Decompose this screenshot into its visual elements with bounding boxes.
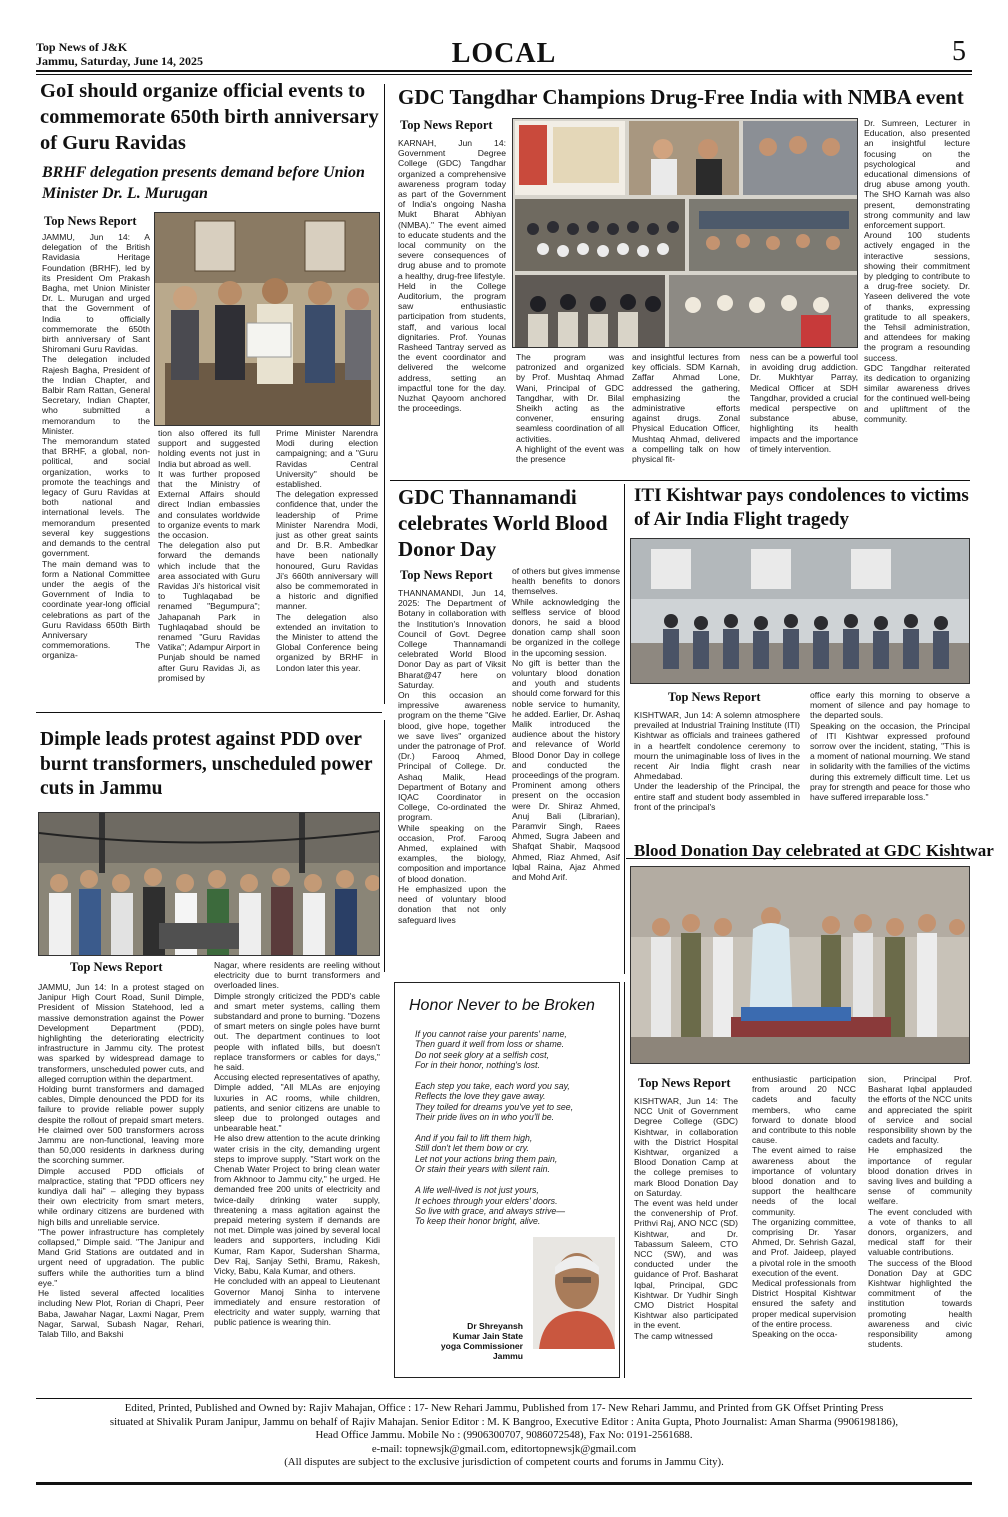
column-divider bbox=[624, 484, 625, 974]
author-portrait-image bbox=[533, 1237, 615, 1349]
tangdhar-byline: Top News Report bbox=[400, 118, 493, 132]
dateline: Jammu, Saturday, June 14, 2025 bbox=[36, 54, 204, 68]
dimple-headline: Dimple leads protest against PDD over burnt transformers, unscheduled power cuts in Jammu bbox=[40, 729, 373, 799]
awareness-program-collage-image bbox=[513, 119, 858, 348]
tangdhar-col5: Dr. Sumreen, Lecturer in Education, also presented an insightful lecture focusing on the psychological and educational dimensions of drug abuse among youth. The SHO Karnah was also present, demonstrating strong community and law enforcement support. Around 100 students actively engaged in the interactive sessions, showing their commitment by pledging to contribute to a drug-free society. Dr. Yaseen delivered the vote of thanks, expressing gratitude to all speakers, the Tehsil administration, and attendees for making the program a resounding success. GDC Tangdhar reiterated its dedication to organizing similar awareness drives for the continued well-being and upliftment of the community. bbox=[864, 118, 970, 424]
footer-line-3: Head Office Jammu. Mobile No : (9906300707, 9086072548), Fax No: 0191-2561688. bbox=[315, 1429, 693, 1441]
kishtwar-blood-col3: sion, Principal Prof. Basharat Iqbal applauded the efforts of the NCC units and appreciated the spirit of service and social responsibility shown by the cadets and faculty. He emphasized the importance of regular blood donation drives in saving lives and building a sense of community welfare. The event concluded with a vote of thanks to all donors, organizers, and medical staff for their valuable contributions. The success of the Blood Donation Day at GDC Kishtwar highlighted the commitment of the institution towards promoting health awareness and civic responsibility among students. bbox=[868, 1074, 972, 1350]
kishtwar-blood-headline: Blood Donation Day celebrated at GDC Kishtwar bbox=[634, 841, 994, 860]
masthead-rule bbox=[36, 70, 972, 72]
ravidas-col3: Prime Minister Narendra Modi during election campaigning; and a "Guru Ravidas Central University" should be established. The delegation expressed confidence that, under the leadership of Prime Minister Narendra Modi, just as other great saints and Dr. B.R. Ambedkar have been nationally honoured, Guru Ravidas Ji's 660th anniversary will also be commemorated in a historic and dignified manner. The delegation also extended an invitation to the Minister to attend the Global Conference being organized by BRHF in London later this year. bbox=[276, 428, 378, 673]
poem-author-role: Kumar Jain State bbox=[452, 1331, 523, 1341]
poem-title: Honor Never to be Broken bbox=[409, 997, 595, 1014]
delegation-meeting-image bbox=[155, 213, 380, 426]
thannamandi-col1: THANNAMANDI, Jun 14, 2025: The Department of Botany in collaboration with the Institution's Innovation Council of Govt. Degree College Thannamandi celebrated World Blood Donor Day as part of Viksit Bharat@47 here on Saturday. On this occasion an impressive awareness program on the theme "Give blood, give hope, together we save lives" organized under the patronage of Prof. (Dr.) Farooq Ahmed, Principal of College. Dr. Ashaq Malik, Head Department of Botany and IQAC Coordinator in College, Co-ordinated the program. While speaking on the occasion, Prof. Farooq Ahmed, explained with examples, the biology, composition and importance of blood donation. He emphasized upon the need of voluntary blood donation that not only safeguard lives bbox=[398, 588, 506, 925]
ravidas-photo bbox=[154, 212, 380, 426]
row-divider bbox=[36, 712, 382, 713]
protest-crowd-image bbox=[39, 813, 380, 956]
dimple-col2: Nagar, where residents are reeling without electricity due to burnt transformers and overloaded lines. Dimple strongly criticized the PDD's cable and smart meter systems, calling them substandard and prone to burning. "Dozens of smart meters on single poles have burnt out. The department continues to loot people with inflated bills, but doesn't replace transformers or cables for days," he said. Accusing elected representatives of apathy, Dimple added, "All MLAs are enjoying luxuries in AC rooms, while children, patients, and senior citizens are unable to sleep due to prolonged outages and unbearable heat." He also drew attention to the acute drinking water crisis in the city, demanding urgent steps to improve supply. "Start work on the Chenab Water Project to bring clean water from Akhnoor to Jammu city," he urged. He demanded free 200 units of electricity and twice-daily drinking water supply, threatening a mass agitation against the prepaid metering system if demands are not met. Dimple was joined by several local leaders and supporters, including Kidi Kumar, Ram Kapor, Sudershan Sharma, Dev Raj, Sanjay Sethi, Bramu, Rakesh, Vicky, Babu, Kala Kumar, and others. He concluded with an appeal to Lieutenant Governor Manoj Sinha to intervene immediately and ensure restoration of electricity and water supply, warning that public patience is wearing thin. bbox=[214, 960, 380, 1328]
row-divider bbox=[390, 480, 970, 481]
iti-byline: Top News Report bbox=[668, 690, 761, 704]
tangdhar-headline: GDC Tangdhar Champions Drug-Free India with NMBA event bbox=[398, 85, 964, 109]
thannamandi-byline: Top News Report bbox=[400, 568, 493, 582]
footer-disclaimer: (All disputes are subject to the exclusive jurisdiction of competent courts and forums in Jammu City). bbox=[284, 1456, 724, 1468]
paper-name: Top News of J&K bbox=[36, 40, 128, 54]
blood-donation-camp-image bbox=[631, 867, 970, 1064]
section-name: LOCAL bbox=[451, 38, 557, 69]
tangdhar-photo-collage bbox=[512, 118, 858, 348]
poem-author-role2: yoga Commissioner bbox=[440, 1341, 523, 1351]
ravidas-subhead: BRHF delegation presents demand before Union Minister Dr. L. Murugan bbox=[42, 164, 365, 202]
kishtwar-blood-col1: KISHTWAR, Jun 14: The NCC Unit of Government Degree College (GDC) Kishtwar, in collaboration with the District Hospital Kishtwar, organized a Blood Donation Camp at the college premises to mark Blood Donation Day on Saturday. The event was held under the convenership of Prof. Prithvi Raj, ANO NCC (SD) Kishtwar, and Dr. Tabassum Saleem, CTO NCC (SW), and was conducted under the guidance of Prof. Basharat Iqbal, Principal, GDC Kishtwar. Dr Yudhir Singh CMO District Hospital Kishtwar also participated in the event. The camp witnessed bbox=[634, 1096, 738, 1341]
poem-text: If you cannot raise your parents' name, Then guard it well from loss or shame. Do not seek glory at a selfish cost, For in their honor, nothing's lost. Each step you take, each word you say, Reflects the love they gave away. They toiled for dreams you've yet to see, Their pride lives on in who you'll be. And if you fail to lift them high, Still don't let them bow or cry. Let not your actions bring them pain, Or stain their years with silent rain. A life well-lived is not just yours, It echoes through your elders' doors. So live with grace, and always strive— To keep their honor bright, alive. bbox=[415, 1029, 574, 1227]
iti-col1: KISHTWAR, Jun 14: A solemn atmosphere prevailed at Industrial Training Institute (ITI) Kishtwar as officials and trainees gathered in a heartfelt condolence ceremony to mourn the unimaginable loss of lives in the recent Air India flight crash near Ahmedabad. Under the leadership of the Principal, the entire staff and student body assembled in front of the principal's bbox=[634, 710, 800, 812]
poem-author-photo bbox=[533, 1237, 615, 1349]
tangdhar-col4: ness can be a powerful tool in avoiding drug addiction. Dr. Mukhtyar Parray, Medical Officer at SDH Tangdhar, provided a crucial medical perspective on substance abuse, highlighting its health impacts and the importance of timely intervention. bbox=[750, 352, 858, 454]
poem-author-name: Dr Shreyansh bbox=[467, 1321, 523, 1331]
tangdhar-col2: The program was patronized and organized by Prof. Mushtaq Ahmad Wani, Principal of GDC Tangdhar, with Dr. Bilal Sheikh acting as the convener, ensuring seamless coordination of all activities. A highlight of the event was the presence bbox=[516, 352, 624, 465]
column-divider bbox=[384, 720, 385, 972]
footer-line-2: situated at Shivalik Puram Janipur, Jammu on behalf of Rajiv Mahajan. Senior Editor : M. K Bangroo, Executive Editor : Anita Gupta, Photo Journalist: Aman Sharma (9906198186), bbox=[109, 1415, 899, 1428]
iti-photo bbox=[630, 538, 970, 684]
kishtwar-blood-photo bbox=[630, 866, 970, 1064]
dimple-col1: JAMMU, Jun 14: In a protest staged on Janipur High Court Road, Sunil Dimple, President of Mission Statehood, led a massive demonstration against the Power Development Department (PDD), highlighting the deteriorating electricity infrastructure in Jammu city. The protest was sparked by widespread damage to transformers, unscheduled power cuts, and alleged corruption within the department. Holding burnt transformers and damaged cables, Dimple denounced the PDD for its failure to provide reliable power supply despite the rollout of prepaid smart meters. He claimed over 500 transformers across Jammu are non-functional, leaving more than 50,000 residents in darkness during the scorching summer. Dimple accused PDD officials of malpractice, stating that "PDD officers ney kundiya dali hai" – alleging they bypass their own electricity from smart meters, while ordinary citizens are burdened with high bills and unreliable service. "The power infrastructure has completely collapsed," Dimple said. "The Janipur and Mand Grid Stations are outdated and in urgent need of upgradation. The public suffers while the authorities turn a blind eye." He listed several affected localities including New Plot, Rorian di Chapri, Peer Baba, Jawahar Nagar, Laxmi Nagar, Prem Nagar, Sarwal, Subash Nagar, Rehari, Talab Tillo, and Bakshi bbox=[38, 982, 204, 1339]
iti-col2: office early this morning to observe a moment of silence and pay homage to the departed souls. Speaking on the occasion, the Principal of ITI Kishtwar expressed profound sorrow over the incident, stating, "This is a moment of national mourning. We stand in solidarity with the families of the victims during this extremely difficult time. Let us pray for strength and peace for those who have suffered irreparable loss." bbox=[810, 690, 970, 803]
kishtwar-blood-col2: enthusiastic participation from around 20 NCC cadets and faculty members, who came forward to donate blood and contribute to this noble cause. The event aimed to raise awareness about the importance of voluntary blood donation and to support the healthcare needs of the local community. The organizing committee, comprising Dr. Yasar Ahmed, Dr. Sehrish Gazal, and Prof. Jaideep, played a pivotal role in the smooth execution of the event. Medical professionals from District Hospital Kishtwar ensured the safety and proper medical supervision of the entire process. Speaking on the occa- bbox=[752, 1074, 856, 1340]
ravidas-headline: GoI should organize official events to commemorate 650th birth anniversary of Guru Ravidas bbox=[40, 80, 379, 154]
footer-email: e-mail: topnewsjk@gmail.com, editortopnewsjk@gmail.com bbox=[371, 1442, 637, 1455]
poem-author-place: Jammu bbox=[492, 1351, 523, 1361]
poem-author-block bbox=[395, 1321, 523, 1361]
imprint-footer bbox=[36, 1402, 972, 1470]
condolence-gathering-image bbox=[631, 539, 970, 684]
thannamandi-col2: of others but gives immense health benefits to donors themselves. While acknowledging the selfless service of blood donors, he said a blood donation camp shall soon be organized in the college in the upcoming session. No gift is better than the voluntary blood donation and youth and students should come forward for this noble service to humanity, he added. Earlier, Dr. Ashaq Malik introduced the audience about the history and relevance of World Blood Donor Day in college and conducted the proceedings of the program. Prominent among others present on the occasion were Dr. Shiraz Ahmed, Anuj Bali (Librarian), Paramvir Singh, Raees Ahmed, Sugra Jabeen and Shafqat Shabir, Maqsood Ahmed, Riaz Ahmed, Asif Iqbal Raina, Ajaz Ahmed and Mohd Arif. bbox=[512, 566, 620, 883]
tangdhar-col1: KARNAH, Jun 14: Government Degree College (GDC) Tangdhar organized a comprehensive awareness program today as part of the Government of India's ongoing Nasha Mukt Bharat Abhiyan (NMBA)." The event aimed to educate students and the local community on the severe consequences of drug abuse and to promote a healthy, drug-free lifestyle. Held in the College Auditorium, the program saw enthusiastic participation from students, staff, and various local dignitaries. Prof. Younas Rasheed Tantray served as the event coordinator and delivered the welcome address, setting an impactful tone for the day. Nuzhat Qayoom anchored the proceedings. bbox=[398, 138, 506, 414]
footer-rule-bottom bbox=[36, 1482, 972, 1485]
ravidas-col1: JAMMU, Jun 14: A delegation of the British Ravidasia Heritage Foundation (BRHF), led by its President Om Prakash Bagha, met Union Minister Dr. L. Murugan and urged that the Government of India to officially commemorate the 650th birth anniversary of Sant Shiromani Guru Ravidas. The delegation included Rajesh Bagha, President of the Indian Chapter, and Balbir Ram Rattan, General Secretary, Indian Chapter, who submitted a memorandum to the Minister. The memorandum stated that BRHF, a global, non-political, and social organization, works to promote the teachings and legacy of Guru Ravidas at both national and international levels. The memorandum presented several key suggestions and demands to the central government. The main demand was to form a National Committee under the aegis of the Government of India to coordinate year-long official celebrations as part of the Guru Ravidass 650th Birth Anniversary commemorations. The organiza- bbox=[42, 232, 150, 661]
iti-headline: ITI Kishtwar pays condolences to victims of Air India Flight tragedy bbox=[634, 485, 969, 530]
tangdhar-col3: and insightful lectures from key officials. SDM Karnah, Zaffar Ahmad Lone, addressed the gathering, emphasizing the administrative efforts against drugs. Zonal Physical Education Officer, Mushtaq Ahmad, delivered a compelling talk on how physical fit- bbox=[632, 352, 740, 465]
column-divider bbox=[624, 982, 625, 1378]
ravidas-col2: tion also offered its full support and suggested holding events not just in India but abroad as well. It was further proposed that the Ministry of External Affairs should direct Indian embassies and consulates worldwide to organize events to mark the occasion. The delegation also put forward the demands which include that the area associated with Guru Ravidas Ji's historical visit to Tughlaqabad be renamed "Begumpura"; Jahapanah Park in Tughlaqabad should be renamed "Guru Ravidas Vatika"; Adampur Airport in Punjab should be named after Guru Ravidas Ji, as promised by bbox=[158, 428, 260, 683]
footer-rule-top bbox=[36, 1398, 972, 1399]
dimple-photo bbox=[38, 812, 380, 956]
poem-box bbox=[394, 982, 620, 1378]
thannamandi-headline: GDC Thannamandi celebrates World Blood Donor Day bbox=[398, 485, 608, 561]
kishtwar-blood-byline: Top News Report bbox=[638, 1076, 731, 1090]
masthead-rule-thin bbox=[36, 74, 972, 75]
column-divider bbox=[384, 84, 385, 704]
footer-line-1: Edited, Printed, Published and Owned by: Rajiv Mahajan, Office : 17- New Rehari Jammu, Published from 17- New Rehari Jammu, and Printed from GK Offset Printing Press bbox=[124, 1402, 884, 1414]
page-number: 5 bbox=[952, 36, 966, 67]
ravidas-byline: Top News Report bbox=[44, 214, 137, 228]
dimple-byline: Top News Report bbox=[70, 960, 163, 974]
